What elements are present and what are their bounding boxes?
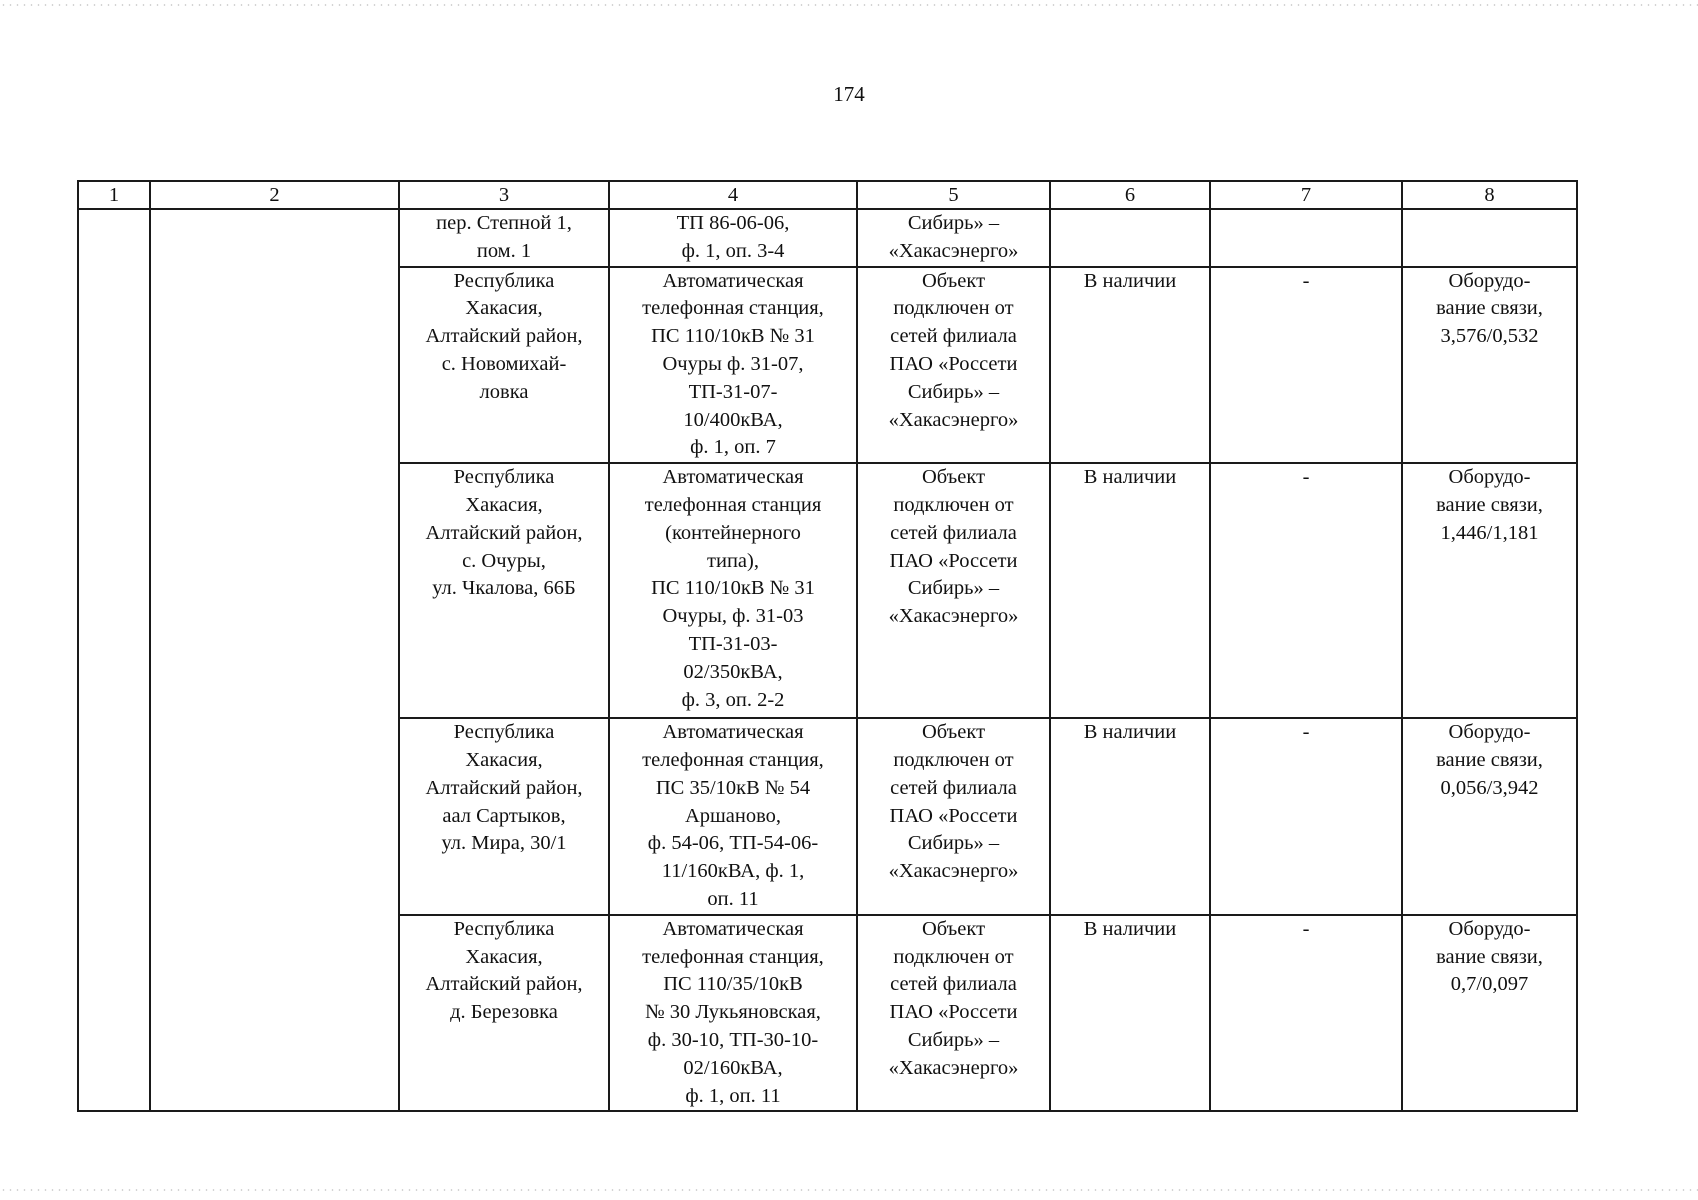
cell-text-line: ПАО «Россети	[889, 804, 1018, 827]
cell-col-7: -	[1210, 463, 1402, 718]
cell-text-line: ТП-31-07-	[688, 380, 778, 403]
cell-text-line: ПС 35/10кВ № 54	[655, 776, 811, 799]
cell-text-line: телефонная станция	[644, 493, 822, 516]
cell-text-line: Алтайский район,	[425, 325, 583, 348]
cell-network	[857, 267, 1050, 464]
header-col-6: 6	[1050, 181, 1210, 209]
cell-text-line: Республика	[453, 466, 555, 489]
cell-text-line: Автоматическая	[662, 917, 804, 940]
cell-network	[857, 209, 1050, 267]
cell-equipment	[1402, 463, 1577, 718]
cell-text-line: пер. Степной 1,	[436, 212, 572, 234]
cell-text-line: ловка	[479, 380, 529, 403]
cell-text-line: Оборудо-	[1448, 917, 1531, 940]
cell-text-line: аал Сартыков,	[442, 804, 566, 827]
cell-text-line: вание связи,	[1436, 945, 1543, 968]
header-col-5: 5	[857, 181, 1050, 209]
cell-text-line: Хакасия,	[465, 297, 543, 320]
cell-text-line: «Хакасэнерго»	[888, 239, 1019, 262]
scan-edge-top	[0, 4, 1698, 6]
cell-text-line: ПАО «Россети	[889, 352, 1018, 375]
cell-text-line: ПС 110/35/10кВ	[663, 973, 803, 996]
cell-text-line: 02/350кВА,	[683, 660, 783, 683]
cell-text-line: подключен от	[893, 493, 1014, 516]
cell-network	[857, 463, 1050, 718]
cell-col-7	[1210, 209, 1402, 267]
cell-text-line: с. Новомихай-	[441, 352, 567, 375]
cell-text-line: сетей филиала	[890, 973, 1017, 996]
cell-text-line: ТП 86-06-06,	[676, 212, 790, 234]
cell-col-7: -	[1210, 718, 1402, 915]
cell-text-line: «Хакасэнерго»	[888, 605, 1019, 628]
cell-text-line: «Хакасэнерго»	[888, 860, 1019, 883]
cell-text-line: Очуры ф. 31-07,	[662, 352, 804, 375]
cell-equipment	[1402, 209, 1577, 267]
cell-text-line: Автоматическая	[662, 269, 804, 292]
cell-availability: В наличии	[1050, 463, 1210, 718]
cell-text-line: сетей филиала	[890, 325, 1017, 348]
cell-connection	[609, 915, 857, 1112]
cell-text-line: Хакасия,	[465, 493, 543, 516]
cell-text-line: Оборудо-	[1448, 721, 1531, 744]
cell-text-line: 02/160кВА,	[683, 1056, 783, 1079]
cell-equipment	[1402, 718, 1577, 915]
cell-text-line: «Хакасэнерго»	[888, 408, 1019, 431]
cell-text-line: 10/400кВА,	[683, 408, 783, 431]
cell-availability: В наличии	[1050, 915, 1210, 1112]
cell-text-line: 3,576/0,532	[1440, 325, 1539, 348]
data-table	[77, 180, 1578, 1112]
cell-text-line: типа),	[707, 549, 759, 572]
cell-text-line: ул. Мира, 30/1	[441, 832, 567, 855]
cell-text-line: ПС 110/10кВ № 31	[651, 577, 815, 600]
cell-text-line: Автоматическая	[662, 721, 804, 744]
cell-text-line: ПАО «Россети	[889, 549, 1018, 572]
cell-address	[399, 463, 609, 718]
cell-text-line: ф. 1, оп. 7	[690, 436, 776, 459]
cell-text-line: Объект	[921, 466, 986, 489]
cell-text-line: Объект	[921, 917, 986, 940]
cell-text-line: оп. 11	[707, 887, 759, 910]
cell-col-7: -	[1210, 267, 1402, 464]
cell-col-2-merged	[150, 209, 399, 1111]
cell-text-line: Республика	[453, 269, 555, 292]
table-header	[78, 181, 1577, 209]
cell-text-line: ТП-31-03-	[688, 632, 778, 655]
cell-text-line: ф. 1, оп. 11	[685, 1084, 781, 1107]
cell-connection	[609, 463, 857, 718]
cell-text-line: 11/160кВА, ф. 1,	[661, 860, 805, 883]
cell-text-line: с. Очуры,	[462, 549, 546, 572]
table-body	[78, 209, 1577, 1111]
cell-text-line: ф. 54-06, ТП-54-06-	[647, 832, 819, 855]
cell-network	[857, 718, 1050, 915]
cell-text-line: Алтайский район,	[425, 973, 583, 996]
cell-availability: В наличии	[1050, 267, 1210, 464]
cell-text-line: Сибирь» –	[907, 380, 1000, 403]
cell-address	[399, 209, 609, 267]
cell-equipment	[1402, 915, 1577, 1112]
cell-text-line: подключен от	[893, 297, 1014, 320]
cell-text-line: 1,446/1,181	[1440, 521, 1539, 544]
header-col-7: 7	[1210, 181, 1402, 209]
cell-network	[857, 915, 1050, 1112]
cell-text-line: ул. Чкалова, 66Б	[432, 577, 576, 600]
cell-text-line: подключен от	[893, 748, 1014, 771]
cell-text-line: Сибирь» –	[907, 212, 1000, 234]
cell-text-line: Республика	[453, 917, 555, 940]
cell-availability	[1050, 209, 1210, 267]
cell-text-line: вание связи,	[1436, 297, 1543, 320]
cell-text-line: Алтайский район,	[425, 521, 583, 544]
cell-text-line: сетей филиала	[890, 521, 1017, 544]
cell-text-line: Хакасия,	[465, 748, 543, 771]
header-col-1: 1	[78, 181, 150, 209]
cell-address	[399, 718, 609, 915]
cell-text-line: д. Березовка	[450, 1001, 558, 1024]
cell-text-line: Автоматическая	[662, 466, 804, 489]
cell-text-line: Оборудо-	[1448, 466, 1531, 489]
cell-text-line: ф. 30-10, ТП-30-10-	[647, 1028, 819, 1051]
cell-text-line: подключен от	[893, 945, 1014, 968]
cell-availability: В наличии	[1050, 718, 1210, 915]
scan-edge-bottom	[0, 1189, 1698, 1191]
cell-text-line: телефонная станция,	[642, 748, 824, 771]
cell-text-line: «Хакасэнерго»	[888, 1056, 1019, 1079]
table-row	[78, 209, 1577, 267]
cell-connection	[609, 718, 857, 915]
cell-text-line: (контейнерного	[665, 521, 801, 544]
page-number: 174	[833, 82, 865, 106]
cell-text-line: пом. 1	[476, 239, 532, 262]
cell-text-line: вание связи,	[1436, 493, 1543, 516]
cell-text-line: 0,056/3,942	[1440, 776, 1539, 799]
cell-text-line: Объект	[921, 269, 986, 292]
cell-text-line: телефонная станция,	[642, 297, 824, 320]
cell-equipment	[1402, 267, 1577, 464]
cell-text-line: телефонная станция,	[642, 945, 824, 968]
cell-text-line: ПАО «Россети	[889, 1001, 1018, 1024]
cell-text-line: ПС 110/10кВ № 31	[651, 325, 815, 348]
cell-text-line: вание связи,	[1436, 748, 1543, 771]
cell-text-line: Сибирь» –	[907, 1028, 1000, 1051]
cell-text-line: Оборудо-	[1448, 269, 1531, 292]
cell-text-line: № 30 Лукьяновская,	[645, 1001, 821, 1024]
header-col-3: 3	[399, 181, 609, 209]
cell-text-line: Алтайский район,	[425, 776, 583, 799]
cell-connection	[609, 267, 857, 464]
cell-text-line: Объект	[921, 721, 986, 744]
cell-text-line: ф. 1, оп. 3-4	[681, 239, 785, 262]
cell-text-line: Очуры, ф. 31-03	[662, 605, 804, 628]
cell-text-line: 0,7/0,097	[1450, 973, 1529, 996]
cell-text-line: Хакасия,	[465, 945, 543, 968]
cell-connection	[609, 209, 857, 267]
header-row	[78, 181, 1577, 209]
cell-col-7: -	[1210, 915, 1402, 1112]
cell-address	[399, 267, 609, 464]
cell-text-line: сетей филиала	[890, 776, 1017, 799]
cell-text-line: ф. 3, оп. 2-2	[681, 688, 785, 711]
header-col-4: 4	[609, 181, 857, 209]
cell-text-line: Республика	[453, 721, 555, 744]
cell-text-line: Сибирь» –	[907, 832, 1000, 855]
cell-text-line: Аршаново,	[684, 804, 782, 827]
cell-col-1-merged	[78, 209, 150, 1111]
cell-text-line: Сибирь» –	[907, 577, 1000, 600]
header-col-2: 2	[150, 181, 399, 209]
cell-address	[399, 915, 609, 1112]
header-col-8: 8	[1402, 181, 1577, 209]
